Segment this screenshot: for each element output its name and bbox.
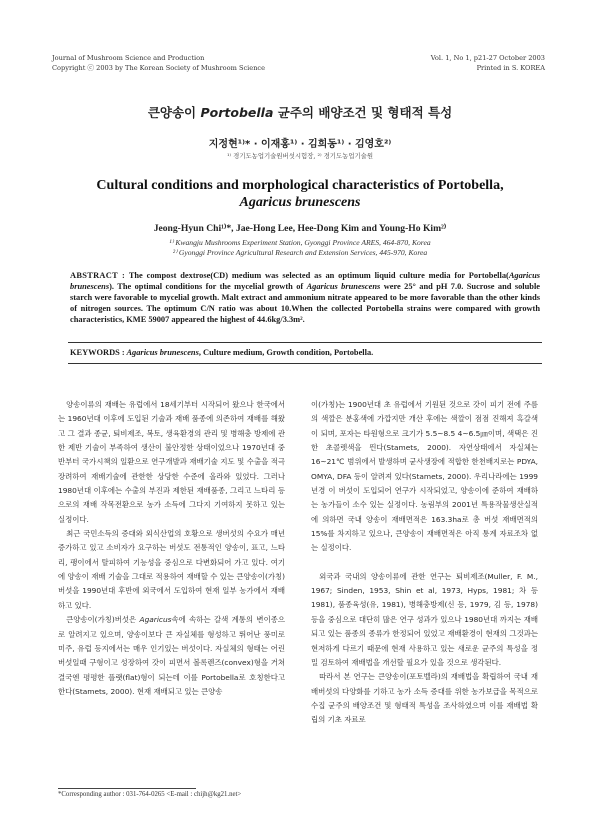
korean-title-part2: 균주의 배양조건 및 형태적 특성 bbox=[273, 105, 453, 120]
korean-affiliation: ¹⁾ 경기도농업기술원버섯시험장, ²⁾ 경기도농업기술원 bbox=[226, 152, 374, 160]
corresponding-author-footnote: *Corresponding author : 031-764-0265 <E-mail : chijh@kg21.net> bbox=[58, 791, 242, 798]
english-title-line2: Agaricus brunescens bbox=[239, 195, 361, 210]
abstract-text-c: were 25° and pH 7.0. Sucrose and soluble starch were favorable to mycelial growth. Malt extract and ammonium nitrate appeared to be more favorable than the other kinds of nitrogen sources. The optimum C/N ratio was about 10.When the collected Portobella strains were compared with growth characteristics, KME 59007 appeared the highest of 44.6kg/3.3m². bbox=[70, 282, 540, 324]
korean-title bbox=[0, 103, 600, 121]
printed-info: Printed in S. KOREA bbox=[476, 63, 545, 72]
body-paragraph bbox=[58, 613, 285, 699]
keywords bbox=[70, 348, 540, 357]
abstract-text-a: The compost dextrose(CD) medium was selected as an optimum liquid culture media for Portobella( bbox=[125, 271, 509, 280]
body-paragraph: 이(가칭)는 1900년대 초 유럽에서 기원된 것으로 갓이 피기 전에 주름의 색깔은 분홍색에 가깝지만 개산 후에는 색깔이 점점 진해져 흑갈색이 되며, 포자는 타원형으로 크기가 5.5~8.5 4~6.5㎛이며, 색택은 진한 초콜렛색을 띈다(Stamets, 2000). 자연상태에서 자실체는 16~21℃ 범위에서 발생하며 균사생장에 적합한 한천배지로는 PDYA, OMYA, DFA 등이 알려져 있다(Stamets, 2000). 우리나라에는 1999년경 이 버섯이 도입되어 연구가 시작되었고, 양송이에 준하여 재배하는 농가들이 소수 있는 실정이다. 농림부의 2001년 특용작물생산실적에 의하면 국내 양송이 재배면적은 163.3ha로 총 버섯 재배면적의 15%를 차지하고 있으나, 큰양송이 재배면적은 아직 통계 자료조차 없는 실정이다. bbox=[311, 400, 538, 553]
affiliation-line1: ¹⁾ Kwangju Mushrooms Experiment Station, Gyonggi Province ARES, 464-870, Korea bbox=[169, 238, 431, 247]
keywords-italic: Agaricus brunescens bbox=[124, 348, 199, 357]
keywords-top-rule bbox=[68, 342, 542, 343]
english-authors: Jeong-Hyun Chi¹⁾*, Jae-Hong Lee, Hee-Dong Kim and Young-Ho Kim²⁾ bbox=[153, 223, 447, 234]
korean-title-part1: 큰양송이 bbox=[147, 105, 201, 120]
paragraph-italic: Agaricus bbox=[139, 615, 172, 625]
volume-info: Vol. 1, No 1, p21-27 October 2003 bbox=[430, 54, 545, 62]
journal-header bbox=[52, 54, 265, 73]
keywords-bottom-rule bbox=[68, 363, 542, 364]
body-paragraph: 최근 국민소득의 증대와 외식산업의 호황으로 생버섯의 수요가 매년 증가하고 있고 소비자가 요구하는 버섯도 전통적인 양송이, 표고, 느타리, 팽이에서 탈피하여 기능성을 중심으로 다변화되어 가고 있다. 여기에 양송이 재배 기술을 그대로 적용하여 재배할 수 있는 큰양송이(가칭)버섯을 1990년대 후반에 외국에서 도입하여 현재 일부 농가에서 재배하고 있다. bbox=[58, 529, 285, 610]
body-paragraph: 외국과 국내의 양송이류에 관한 연구는 퇴비제조(Muller, F. M., 1967; Sinden, 1953, Shin et al, 1973, Hyps, 1981; 차 등 1981), 품종육성(유, 1981), 병해충방제(신 등, 1979, 김 등, 1978) 등을 중심으로 대단히 많은 연구 성과가 있으나 1980년대 까지는 재배되고 있는 품종의 종류가 한정되어 있었고 재배환경이 현재의 그것과는 현저하게 다르기 때문에 현재 사용하고 있는 새로운 균주의 특성을 정밀 검토하여 재배법을 개선할 필요가 있을 것으로 생각된다. bbox=[311, 571, 538, 667]
keywords-text: , Culture medium, Growth condition, Portobella. bbox=[198, 348, 374, 357]
english-affiliation bbox=[0, 238, 600, 258]
paragraph-text: 큰양송이(가칭)버섯은 bbox=[66, 615, 140, 625]
affiliation-line2: ²⁾ Gyonggi Province Agricultural Research and Extension Services, 445-970, Korea bbox=[172, 248, 428, 257]
journal-name: Journal of Mushroom Science and Production bbox=[52, 54, 205, 62]
english-title-line1: Cultural conditions and morphological characteristics of Portobella, bbox=[96, 178, 504, 193]
paragraph-text: 속에 속하는 갈색 계통의 변이종으로 알려지고 있으며, 양송이보다 큰 자실체를 형성하고 뛰어난 풍미로 미주, 유럽 등지에서는 매우 인기있는 버섯이다. 자실체의 형태는 어린 버섯일때 구형이고 성장하여 갓이 피면서 볼록렌즈(convex)형을 거쳐 결국엔 평평한 플랫(flat)형이 되는데 이를 Portobella로 호칭한다고 한다(Stamets, 2000). 현재 재배되고 있는 큰양송 bbox=[58, 615, 285, 696]
abstract bbox=[70, 270, 540, 325]
abstract-text-b: ). The optimal conditions for the mycelial growth of bbox=[109, 282, 307, 291]
abstract-italic-a: Agaricus brunescens bbox=[70, 271, 540, 291]
body-paragraph: 양송이류의 재배는 유럽에서 18세기부터 시작되어 왔으나 한국에서는 1960년대 이후에 도입된 기술과 재배 품종에 의존하여 재배를 해왔고 그 결과 종균, 퇴비제조, 복토, 생육환경의 관리 및 병해충 방제에 관한 제반 기술이 부족하여 생산이 불안정한 상태이었으나 1970년대 중반부터 국가시책의 일환으로 연구개발과 재배기술 지도 및 수출을 적극 장려하여 재배기술에 관한한 상당한 수준에 올라와 있었다. 그러나 1980년대 이후에는 수출의 부진과 제한된 재배품종, 그리고 느타리 등으로의 재배 작목전환으로 농가 소득에 그다지 기여하지 못하고 있는 실정이다. bbox=[58, 400, 285, 524]
english-title bbox=[0, 177, 600, 211]
korean-title-italic: Portobella bbox=[200, 105, 274, 120]
copyright-notice: Copyright ⓒ 2003 by The Korean Society of Mushroom Science bbox=[52, 63, 266, 72]
abstract-label: ABSTRACT : bbox=[70, 271, 126, 280]
body-column-right bbox=[311, 398, 538, 728]
body-paragraph: 따라서 본 연구는 큰양송이(포토벨라)의 재배법을 확립하여 국내 재배버섯의 다양화를 기하고 농가 소득 증대를 위한 농가보급을 목적으로 수집 균주의 배양조건 및 형태적 특성을 조사하였으며 이를 재배법 확립의 기초 자료로 bbox=[311, 672, 538, 725]
keywords-label: KEYWORDS : bbox=[70, 348, 125, 357]
body-column-left bbox=[58, 398, 285, 699]
korean-authors: 지정현¹⁾* · 이재홍¹⁾ · 김희동¹⁾ · 김영호²⁾ bbox=[208, 139, 392, 150]
footnote-rule bbox=[58, 788, 196, 789]
volume-header bbox=[431, 54, 545, 73]
abstract-italic-b: Agaricus brunescens bbox=[306, 282, 381, 291]
